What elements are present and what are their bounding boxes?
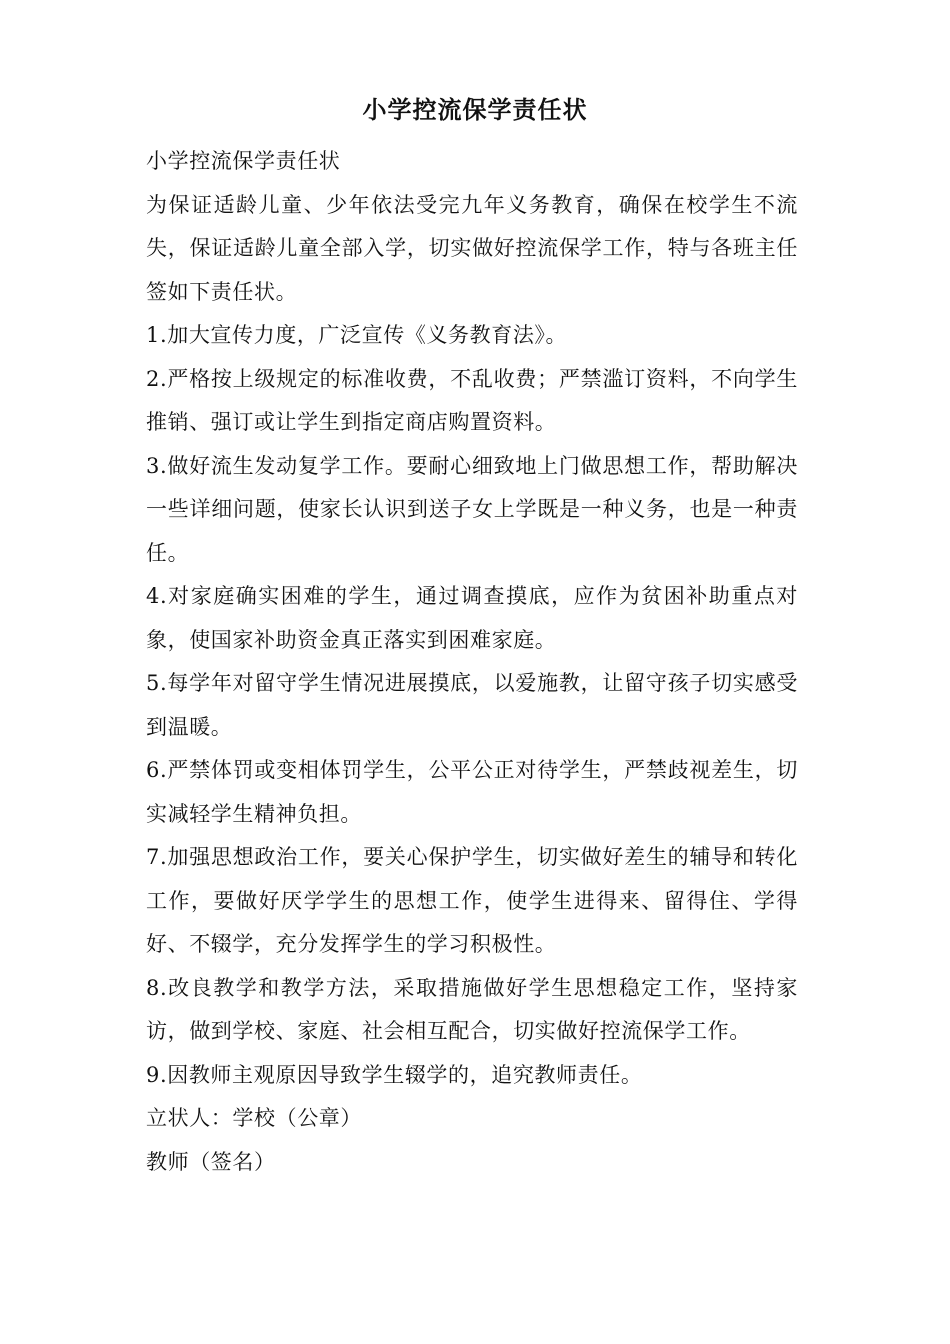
document-title: 小学控流保学责任状 [362,95,588,124]
list-item: 9.因教师主观原因导致学生辍学的，追究教师责任。 [146,1062,643,1087]
intro-paragraph: 为保证适龄儿童、少年依法受完九年义务教育，确保在校学生不流失，保证适龄儿童全部入学，切实做好控流保学工作，特与各班主任签如下责任状。 [146,192,798,304]
list-item: 6.严禁体罚或变相体罚学生，公平公正对待学生，严禁歧视差生，切实减轻学生精神负担。 [146,758,798,826]
list-item: 8.改良教学和教学方法，采取措施做好学生思想稳定工作，坚持家访，做到学校、家庭、社会相互配合，切实做好控流保学工作。 [146,975,798,1043]
signatory-teacher: 教师（签名） [146,1149,276,1174]
list-item: 3.做好流生发动复学工作。要耐心细致地上门做思想工作，帮助解决一些详细问题，使家长认识到送子女上学既是一种义务，也是一种责任。 [146,453,798,565]
list-item: 5.每学年对留守学生情况进展摸底，以爱施教，让留守孩子切实感受到温暖。 [146,671,798,739]
list-item: 2.严格按上级规定的标准收费，不乱收费；严禁滥订资料，不向学生推销、强订或让学生到指定商店购置资料。 [146,366,798,434]
list-item: 7.加强思想政治工作，要关心保护学生，切实做好差生的辅导和转化工作，要做好厌学学生的思想工作，使学生进得来、留得住、学得好、不辍学，充分发挥学生的学习积极性。 [146,845,798,956]
list-item: 4.对家庭确实困难的学生，通过调查摸底，应作为贫困补助重点对象，使国家补助资金真正落实到困难家庭。 [146,584,798,652]
signatory-school: 立状人：学校（公章） [146,1106,362,1130]
document-subtitle: 小学控流保学责任状 [146,149,341,173]
list-item: 1.加大宣传力度，广泛宣传《义务教育法》。 [146,323,568,347]
document-body [146,140,798,1184]
